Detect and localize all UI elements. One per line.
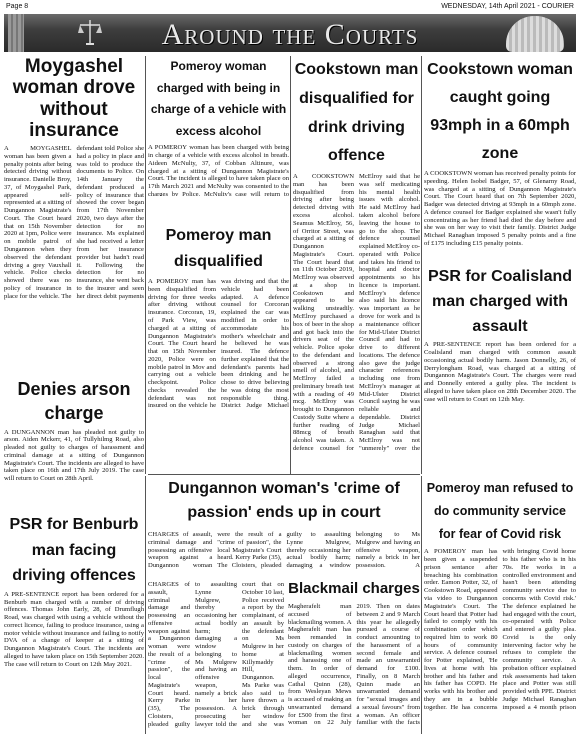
story-pomeroy-covid <box>424 477 576 718</box>
row-rule <box>148 474 420 475</box>
story-pomeroy-excess <box>148 56 289 196</box>
story-pomeroy-disqualified <box>148 223 289 416</box>
story-cookstown-drink <box>293 56 420 455</box>
headline: Cookstown woman caught going 93mph in a 60mph zone <box>427 61 573 162</box>
headline: Cookstown man disqualified for drink driving offence <box>294 61 419 165</box>
article-body: A POMEROY woman has been charged with being in charge of a vehicle with excess alcohol in breath. Aideen McNulty, 37, of Cobban Altinure, was charged at a sitting of Dungannon Magistrate's Court. The incident is alleged to have taken place on 17th March 2021 and McNulty was consented to the charges by Police. McNulty's case will return to <box>148 144 289 197</box>
article-body: A PRE-SENTENCE report has been ordered for a Benburb man charged with a number of driving offences. Thomas John Early, 28, of Drumflugh Road, was charged with using a vehicle without the correct licence, failing to produce insurance, using a motor vehicle without insurance and failing to notify DVA of a change of keeper at a sitting of Dungannon Magistrate's Court. The incidents are alleged to have taken place on 15th September 2020. The case will return to Court on 12th May 2021. <box>4 590 144 668</box>
article-body: A POMEROY man has been given a suspended prison sentance after breaching his combination order. Eamon Potter, 32, of Cookstown Road, appeared via video to Dungannon Magistrate's Court. The Court heard that Potter had failed to comply with his combination order which required him to work 80 hours of community service. A defence counsel for Potter explained, 'He lives at home with his brother and his father and his father has COPD. He works with his brother and they are in a bubble together. He has concerns with bringing Covid home to his father who is in his 70s. He works in a controlled environment and hasn't been attending community service due to concerns with Covid risk.' The defence explained he had engaged with the court, co-operated with Police and entered a guilty plea. Covid is the only intervening factor why he refuses to complete the community service. A probation officer explained risk assessments had taken place and Potter was still provided with PPE. District Judge Michael Ranaghan imposed a 4 month prison <box>424 548 576 711</box>
issue-date: WEDNESDAY, 14th April 2021 - COURIER <box>441 3 574 10</box>
story-cookstown-speeding <box>424 56 576 248</box>
headline: Pomeroy man refused to do community service for fear of Covid risk <box>426 481 574 542</box>
headline: Blackmail charges <box>288 580 420 597</box>
article-body: A COOKSTOWN man has been disqualified from driving after being detected driving with excess alcohol. Seamus McElroy, 56, of Orritor Street, was charged at a sitting of Dungannon Magistrate's Court. The Court heard that on 11th October 2019, McElroy was observed at a shop in Cookstown and appeared to be walking unsteadily. McElroy purchased a box of beer in the shop and got back into the drivers seat of the vehicle. Police spoke to the defendant and observed a strong smell of alcohol, and McElroy failed a preliminary breath test with a reading of 49 mcg. McElroy was brought to Dungannon Custody Suite where a further reading of 88mcg of breath alcohol was taken. A defence counsel for McElroy said that he was self medicating his mental health issues with alcohol. He said McElroy had taken alcohol before leaving the house to go to the shop. The defence counsel explained McElroy co-operated with Police and takes his friend to hospital and doctor appointments so his licence is important. McElroy's defence also said his licence was important as he drove for work and is a maintenance officer for Mid-Ulster District Council and had to drive to different locations. The defence also gave the judge character references including one from McElroy's manager at Mid-Ulster District Council saying he was reliable and dependable. District Judge Michael Ranaghan said that McElroy was not "unmerely" over the <box>293 173 420 452</box>
article-body: CHARGES of assault, criminal damage and possessing an offensive weapon against a Dungannon woman were the result of a "crime of passion", the local Magistrate's Court heard. Kerry Parke (35), The Cloisters, pleaded guilty to assaulting Lynne Mulgrew, thereby occasioning her actual bodily harm; damaging a window belonging to Ms Mulgrew and having an offensive weapon, namely a brick in her possession. A <box>148 531 420 570</box>
column-rule <box>421 56 422 474</box>
headline: Moygashel woman drove without insurance <box>12 56 136 141</box>
article-body: A DUNGANNON man has pleaded not guilty to arson. Aiden Mckerr, 41, of Tullyhilmg Road, also pleaded not guilty to charges of harassment and criminal damage at a sitting of Dungannon Magistrate's Court. The incidents are alleged to have taken place on 16th and 17th July 2019. The case will return to Court on 28th April. <box>4 428 144 483</box>
column-rule <box>421 476 422 734</box>
headline: Pomeroy woman charged with being in charge of a vehicle with excess alcohol <box>150 59 287 138</box>
story-coalisland <box>424 265 576 407</box>
section-banner <box>4 14 576 52</box>
story-moygashel <box>4 56 144 308</box>
headline: Denies arson charge <box>17 379 131 424</box>
headline: Dungannon woman's 'crime of passion' ends up in court <box>168 480 400 521</box>
headline: PSR for Benburb man facing driving offences <box>9 516 139 585</box>
story-arson <box>4 377 144 495</box>
article-body-a: CHARGES of assault, criminal damage and possessing an offensive weapon against a Dungannon woman were the result of a "crime of passion", the local Magistrate's Court heard. Kerry Parke (35), The Cloisters, pleaded guilty to assaulting Lynne Mulgrew, thereby occasioning her actual bodily harm; damaging a window belonging to Ms Mulgrew and having an offensive weapon, namely a brick in her possession. A prosecuting lawyer told the court that on October 10 last, Police received a report by the complainant, of an assault by the defendant on Ms Mulgrew in her home at Killymaddy Hill, Dungannon. Ms Parke was also said to have thrown a brick through her window and she was <box>148 581 284 728</box>
article-body: Magherafelt man accused of blackmailing women. A Magherafelt man has been remanded in custody on charges of blackmailing women and harassing one of them. In order of alleged occurrence, Cathal Quinn (28), from Wesleyan Mews is accused of making an unwarranted demand for £500 from the first woman on 22 July 2019. Then on dates between 2 and 9 March this year he allegedly pursued a course of conduct amounting to the harassment of a second female and made an unwarranted demand for £100. Finally, on 8 March Quinn made an unwarranted demand for "sexual images and a sexual favours" from a woman. An officer familiar with the facts <box>288 603 420 727</box>
article-body: A POMEROY man has been disqualified from driving for three weeks after driving without insurance. Corcoran, 19, of Park View, was charged at a sitting of Dungannon Magistrate's Court. The Court heard that on 15th November 2020, Police were on mobile patrol in Mov and carrying out a vehicle checkpoint. Police checks revealed the defendant was not insured on the vehicle he was driving and that the vehicle had been adapted. A defence counsel for Corcoran explained the car was modified in order to accommodate his mother's wheelchair and he believed he was insured. The defence further explained that the defendant's parents had been drinking and he chose to drive believing he was doing the most responsible thing. District Judge Michael <box>148 278 289 410</box>
article-body: A PRE-SENTENCE report has been ordered for a Coalisland man charged with common assault occasioning actual bodily harm. Jason Donnelly, 26, of Derrylongham Road, was charged at a sitting of Dungannon Magistrate's Court. The charges were read and Donnelly entered a guilty plea. The incident is alleged to have taken place on 28th December 2020. The case will return to Court on 12th May. <box>424 341 576 403</box>
column-rule <box>145 476 146 734</box>
banner-title: Around the Courts <box>161 18 419 51</box>
column-rule <box>290 56 291 474</box>
story-crime-of-passion <box>148 477 420 525</box>
headline: Pomeroy man disqualified <box>165 227 272 270</box>
article-body: A COOKSTOWN woman has received penalty points for speeding. Helen Isobel Badger, 57, of Glenarny Road, was charged at a sitting of Dungannon Magistrate's Court. The Court heard that on 7th September 2020, Badger was detected driving at 93mph in a 60mph zone. A defence counsel for Badger explained she wasn't fully concentrating as her friend had died the day before and she was on her way to visit their family. District Judge Michael Ranaghan imposed 5 penalty points and a fine of £175 including £15 penalty points. <box>424 170 576 247</box>
page-runner <box>0 0 580 14</box>
article-body: A MOYGASHEL woman has been given a penalty points after being detected driving without insurance. Danielle Broy, 37, of Moygashel Park, appeared self-represented at a sitting of Dungannon Magistrate's Court. The Court heard that on 15th November 2020 at 1pm, Police were on mobile patrol of Dungannon when they observed the defendant driving a grey Vauxhall vehicle. Police checks showed there was no policy of insurance in place for the vehicle. The defendant told Police she had a policy in place and was told to produce the documents to Police. On 14th January the defendant produced a policy of insurance that showed the cover began from 17th November 2020, two days after the detection for no insurance. Ms explained she had received a letter from her insurance provider but hadn't read it. Following the detection for no insurance, she went back to the insurer and seen her direct debit payments <box>4 145 144 300</box>
page-number: Page 8 <box>6 3 29 10</box>
headline: PSR for Coalisland man charged with assault <box>427 268 573 335</box>
column-rule <box>145 56 146 474</box>
story-benburb <box>4 512 144 697</box>
